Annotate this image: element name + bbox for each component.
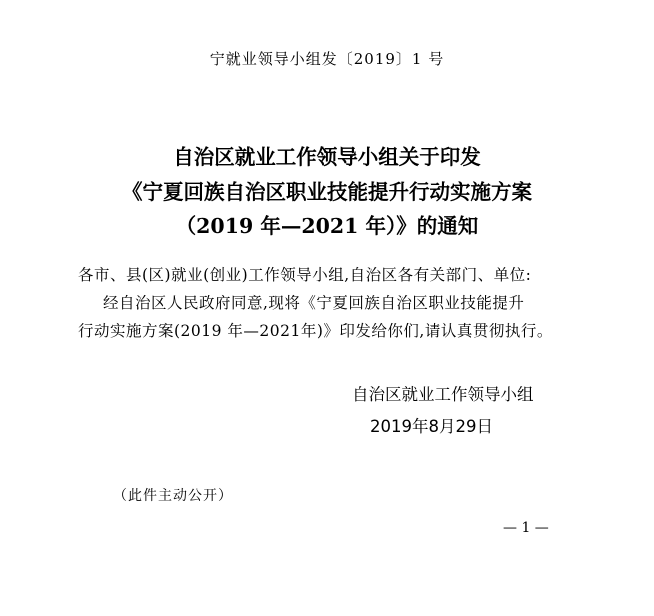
title-line-1: 自治区就业工作领导小组关于印发 [173, 145, 481, 169]
document-number: 宁就业领导小组发〔2019〕1 号 [209, 50, 445, 68]
title-line-3: （2019 年—2021 年）》的通知 [175, 214, 479, 238]
body-line-2: 行动实施方案(2019 年—2021年)》印发给你们,请认真贯彻执行。 [78, 322, 553, 340]
public-disclosure-note: （此件主动公开） [113, 488, 233, 504]
body-line-1: 经自治区人民政府同意,现将《宁夏回族自治区职业技能提升 [103, 294, 525, 312]
salutation-line: 各市、县(区)就业(创业)工作领导小组,自治区各有关部门、单位: [78, 266, 532, 284]
signature-issuer: 自治区就业工作领导小组 [352, 385, 534, 404]
signature-date: 2019年8月29日 [370, 417, 493, 436]
title-line-2: 《宁夏回族自治区职业技能提升行动实施方案 [122, 180, 532, 204]
page-number: — 1 — [503, 520, 549, 536]
